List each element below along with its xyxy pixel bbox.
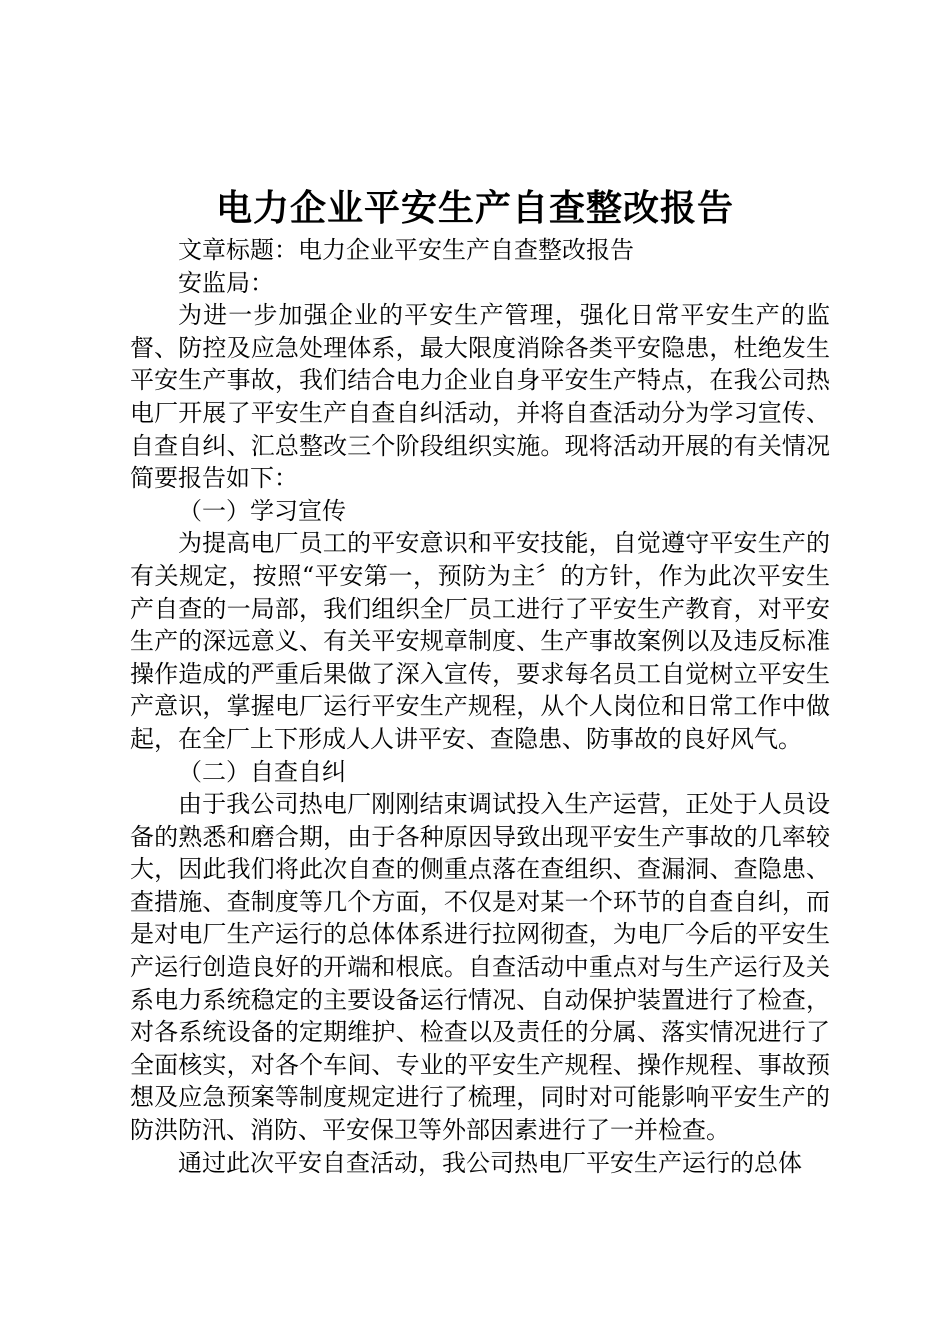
study-paragraph: 为提高电厂员工的平安意识和平安技能，自觉遵守平安生产的有关规定，按照“平安第一，预防为主〞的方针，作为此次平安生产自查的一局部，我们组织全厂员工进行了平安生产教育，对平安生产的深远意义、有关平安规章制度、生产事故案例以及违反标准操作造成的严重后果做了深入宣传，要求每名员工自觉树立平安生产意识，掌握电厂运行平安生产规程，从个人岗位和日常工作中做起，在全厂上下形成人人讲平安、查隐患、防事故的良好风气。 xyxy=(130,529,830,753)
salutation: 安监局： xyxy=(178,268,274,297)
intro-paragraph: 为进一步加强企业的平安生产管理，强化日常平安生产的监督、防控及应急处理体系，最大限度消除各类平安隐患，杜绝发生平安生产事故，我们结合电力企业自身平安生产特点，在我公司热电厂开展了平安生产自查自纠活动，并将自查活动分为学习宣传、自查自纠、汇总整改三个阶段组织实施。现将活动开展的有关情况简要报告如下： xyxy=(130,301,830,493)
document-body xyxy=(130,234,830,1179)
article-title-line: 文章标题：电力企业平安生产自查整改报告 xyxy=(178,236,634,264)
section-heading-study: （一）学习宣传 xyxy=(178,496,346,525)
section-heading-self-check: （二）自查自纠 xyxy=(178,757,346,786)
self-check-paragraph: 由于我公司热电厂刚刚结束调试投入生产运营，正处于人员设备的熟悉和磨合期，由于各种原因导致出现平安生产事故的几率较大，因此我们将此次自查的侧重点落在查组织、查漏洞、查隐患、查措施、查制度等几个方面，不仅是对某一个环节的自查自纠，而是对电厂生产运行的总体体系进行拉网彻查，为电厂今后的平安生产运行创造良好的开端和根底。自查活动中重点对与生产运行及关系电力系统稳定的主要设备运行情况、自动保护装置进行了检查，对各系统设备的定期维护、检查以及责任的分属、落实情况进行了全面核实，对各个车间、专业的平安生产规程、操作规程、事故预想及应急预案等制度规定进行了梳理，同时对可能影响平安生产的防洪防汛、消防、平安保卫等外部因素进行了一并检查。 xyxy=(130,790,830,1145)
document-title: 电力企业平安生产自查整改报告 xyxy=(215,187,734,229)
conclusion-paragraph: 通过此次平安自查活动，我公司热电厂平安生产运行的总体 xyxy=(178,1148,802,1177)
